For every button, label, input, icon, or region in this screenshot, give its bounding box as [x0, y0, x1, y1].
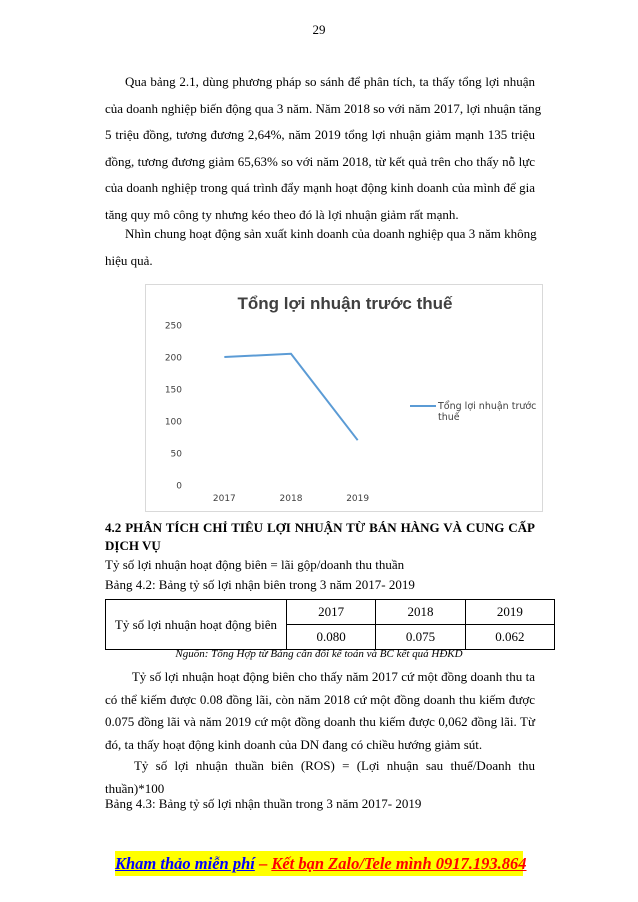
y-tick-label: 250	[164, 321, 182, 332]
paragraph-profit-analysis	[105, 69, 542, 228]
text-line: Tỷ số lợi nhuận hoạt động biên cho thấy năm 2017 cứ một đồng doanh thu ta	[105, 669, 535, 684]
text-line: thuần)*100	[105, 780, 165, 796]
y-tick-label: 50	[170, 449, 182, 460]
text-line: của doanh nghiệp biến động qua 3 năm. Năm 2018 so với năm 2017, lợi nhuận tăng	[105, 100, 542, 116]
table-row	[106, 600, 555, 625]
legend-label: Tổng lợi nhuận trước	[438, 401, 537, 412]
x-tick-label: 2019	[346, 494, 370, 504]
source-note: Nguồn: Tổng Hợp từ Bảng cân đối kế toán và BC kết quả HĐKD	[175, 648, 463, 660]
text-line: đó, ta thấy hoạt động kinh doanh của DN đang có chiều hướng giảm sút.	[105, 736, 483, 752]
footer-separator: –	[254, 854, 272, 873]
text-line: đồng, tương đương giảm 65,63% so với năm 2018, từ kết quả trên cho thấy nỗ lực	[105, 153, 535, 169]
y-tick-label: 150	[164, 385, 182, 396]
y-tick-label: 200	[164, 353, 182, 364]
page-number: 29	[312, 22, 326, 37]
footer-free-link[interactable]: Kham thảo miễn phí	[115, 854, 255, 873]
value-cell: 0.080	[287, 625, 376, 650]
legend-label: thuế	[438, 412, 460, 423]
y-tick-label: 100	[164, 417, 182, 428]
text-line: có thể kiếm được 0.08 đồng lãi, còn năm 2018 cứ một đồng doanh thu kiếm được	[105, 691, 535, 707]
x-tick-label: 2017	[212, 494, 236, 504]
text-line: của doanh nghiệp trong quá trình đẩy mạnh hoạt động kinh doanh của mình để gia	[105, 180, 535, 195]
ratio-row-label: Tỷ số lợi nhuận hoạt động biên	[106, 600, 287, 650]
paragraph-summary	[105, 221, 535, 274]
series-line	[224, 354, 357, 440]
text-line: Nhìn chung hoạt động sản xuất kinh doanh của doanh nghiệp qua 3 năm không	[125, 226, 537, 241]
x-tick-label: 2018	[279, 494, 303, 504]
heading-line: DỊCH VỤ	[105, 538, 161, 553]
ratio-table	[105, 599, 555, 650]
section-heading	[105, 519, 535, 555]
profit-chart-svg	[146, 285, 544, 513]
footer-banner	[115, 851, 527, 876]
table-caption-4-3: Bảng 4.3: Bảng tỷ số lợi nhận thuần trong 3 năm 2017- 2019	[105, 796, 422, 811]
year-cell: 2017	[287, 600, 376, 625]
profit-chart	[145, 284, 543, 512]
formula-gross-margin: Tỷ số lợi nhuận hoạt động biên = lãi gộp/doanh thu thuần	[105, 557, 405, 572]
text-line: Tỷ số lợi nhuận thuần biên (ROS) = (Lợi nhuận sau thuế/Doanh thu	[105, 758, 535, 773]
text-line: tăng quy mô công ty nhưng kéo theo đó là lợi nhuận giảm rất mạnh.	[105, 206, 459, 222]
chart-title: Tổng lợi nhuận trước thuế	[237, 294, 453, 313]
paragraph-ros-formula	[105, 755, 535, 800]
text-line: 5 triệu đồng, tương đương 2,64%, năm 2019 tổng lợi nhuận giảm mạnh 135 triệu	[105, 127, 535, 142]
text-line: Qua bảng 2.1, dùng phương pháp so sánh để phân tích, ta thấy tổng lợi nhuận	[125, 74, 535, 89]
value-cell: 0.062	[465, 625, 554, 650]
year-cell: 2018	[376, 600, 465, 625]
value-cell: 0.075	[376, 625, 465, 650]
heading-line: 4.2 PHÂN TÍCH CHỈ TIÊU LỢI NHUẬN TỪ BÁN HÀNG VÀ CUNG CẤP	[105, 520, 535, 535]
year-cell: 2019	[465, 600, 554, 625]
footer-contact-link[interactable]: Kết bạn Zalo/Tele mình 0917.193.864	[271, 854, 527, 873]
text-line: 0.075 đồng lãi và năm 2019 cứ một đồng doanh thu kiếm được 0,062 đồng lãi. Từ	[105, 714, 535, 729]
paragraph-margin-analysis	[105, 666, 535, 756]
table-caption-4-2: Bảng 4.2: Bảng tỷ số lợi nhận biên trong 3 năm 2017- 2019	[105, 577, 415, 592]
y-tick-label: 0	[176, 481, 182, 492]
text-line: hiệu quả.	[105, 252, 153, 268]
